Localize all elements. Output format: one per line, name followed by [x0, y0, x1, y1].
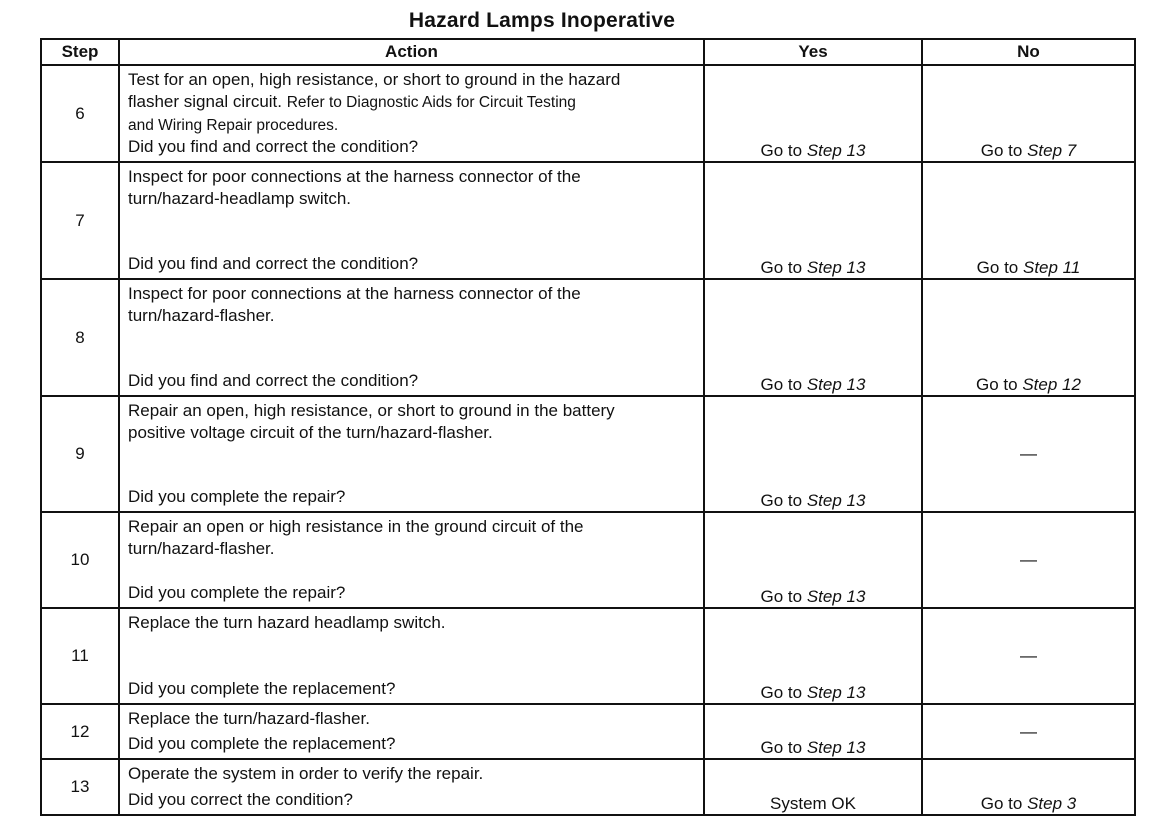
action-question: Did you complete the repair? [128, 583, 346, 602]
step-reference: Step 13 [806, 375, 866, 394]
action-column-header: Action [119, 39, 704, 65]
action-line: Replace the turn hazard headlamp switch. [128, 613, 446, 632]
yes-cell [704, 162, 922, 279]
goto-prefix: Go to [760, 375, 807, 394]
step-reference: Step 13 [806, 491, 866, 510]
table-header-row [41, 39, 1135, 65]
step-reference: Step 12 [1022, 375, 1081, 394]
action-text [128, 763, 697, 785]
no-cell [922, 608, 1135, 704]
action-line: positive voltage circuit of the turn/hazard-flasher. [128, 423, 493, 442]
no-cell [922, 279, 1135, 396]
action-note: and Wiring Repair procedures. [128, 117, 339, 134]
action-question: Did you find and correct the condition? [128, 254, 419, 273]
goto-prefix: Go to [980, 794, 1028, 813]
action-text [128, 283, 697, 327]
no-column-header: No [922, 39, 1135, 65]
goto-prefix: Go to [760, 683, 807, 702]
step-reference: Step 13 [806, 683, 866, 702]
action-cell [119, 704, 704, 759]
action-question: Did you complete the replacement? [128, 734, 396, 753]
action-cell [119, 759, 704, 815]
action-line: Replace the turn/hazard-flasher. [128, 709, 370, 728]
step-number: 13 [41, 759, 119, 815]
yes-column-header: Yes [704, 39, 922, 65]
goto-prefix: Go to [760, 258, 807, 277]
no-cell [922, 512, 1135, 608]
action-question: Did you complete the repair? [128, 487, 346, 506]
diagnostic-table [40, 38, 1136, 816]
step-reference: Step 11 [1022, 258, 1081, 277]
step-reference: Step 13 [806, 738, 866, 757]
action-text [128, 400, 697, 444]
yes-cell [704, 279, 922, 396]
action-line: Test for an open, high resistance, or short to ground in the hazard [128, 70, 621, 89]
action-question: Did you complete the replacement? [128, 679, 396, 698]
action-cell [119, 512, 704, 608]
goto-prefix: Go to [760, 141, 807, 160]
action-line: turn/hazard-headlamp switch. [128, 189, 352, 208]
dash-mark: — [1020, 550, 1037, 569]
action-text [128, 516, 697, 560]
action-note: Refer to Diagnostic Aids for Circuit Testing [286, 94, 576, 111]
yes-cell [704, 396, 922, 512]
action-line: Repair an open, high resistance, or short to ground in the battery [128, 401, 615, 420]
page-title: Hazard Lamps Inoperative [408, 9, 676, 32]
step-number: 6 [41, 65, 119, 162]
yes-cell [704, 759, 922, 815]
action-question: Did you correct the condition? [128, 790, 353, 809]
yes-cell [704, 704, 922, 759]
no-cell [922, 396, 1135, 512]
action-line: flasher signal circuit. [128, 92, 287, 111]
step-reference: Step 3 [1027, 794, 1077, 813]
action-cell [119, 396, 704, 512]
step-column-header: Step [41, 39, 119, 65]
action-text [128, 166, 697, 210]
table-row [41, 759, 1135, 815]
no-cell [922, 759, 1135, 815]
action-line: Repair an open or high resistance in the ground circuit of the [128, 517, 584, 536]
step-number: 9 [41, 396, 119, 512]
action-question: Did you find and correct the condition? [128, 371, 419, 390]
action-text [128, 708, 697, 730]
step-reference: Step 13 [806, 258, 866, 277]
action-cell [119, 608, 704, 704]
action-line: turn/hazard-flasher. [128, 539, 275, 558]
action-line: Inspect for poor connections at the harness connector of the [128, 167, 581, 186]
action-question: Did you find and correct the condition? [128, 137, 419, 156]
dash-mark: — [1020, 444, 1037, 463]
action-line: Operate the system in order to verify the repair. [128, 764, 484, 783]
step-number: 12 [41, 704, 119, 759]
goto-prefix: Go to [980, 141, 1028, 160]
dash-mark: — [1020, 721, 1037, 741]
action-text [128, 69, 697, 137]
dash-mark: — [1020, 646, 1037, 665]
yes-cell [704, 608, 922, 704]
table-row [41, 704, 1135, 759]
step-number: 7 [41, 162, 119, 279]
action-cell [119, 65, 704, 162]
goto-prefix: Go to [976, 258, 1023, 277]
step-reference: Step 13 [806, 141, 866, 160]
no-cell [922, 162, 1135, 279]
yes-cell [704, 65, 922, 162]
yes-cell [704, 512, 922, 608]
step-number: 10 [41, 512, 119, 608]
goto-prefix: Go to [760, 491, 807, 510]
step-number: 8 [41, 279, 119, 396]
action-text [128, 612, 697, 634]
step-reference: Step 13 [806, 587, 866, 606]
table-row [41, 608, 1135, 704]
action-line: Inspect for poor connections at the harness connector of the [128, 284, 581, 303]
no-cell [922, 704, 1135, 759]
no-cell [922, 65, 1135, 162]
action-line: turn/hazard-flasher. [128, 306, 275, 325]
table-row [41, 279, 1135, 396]
table-row [41, 162, 1135, 279]
step-reference: Step 7 [1027, 141, 1077, 160]
action-cell [119, 279, 704, 396]
goto-prefix: Go to [976, 375, 1023, 394]
table-row [41, 396, 1135, 512]
table-row [41, 512, 1135, 608]
action-cell [119, 162, 704, 279]
goto-prefix: Go to [760, 587, 807, 606]
table-row [41, 65, 1135, 162]
goto-prefix: Go to [760, 738, 807, 757]
step-number: 11 [41, 608, 119, 704]
result-text: System OK [770, 794, 856, 813]
